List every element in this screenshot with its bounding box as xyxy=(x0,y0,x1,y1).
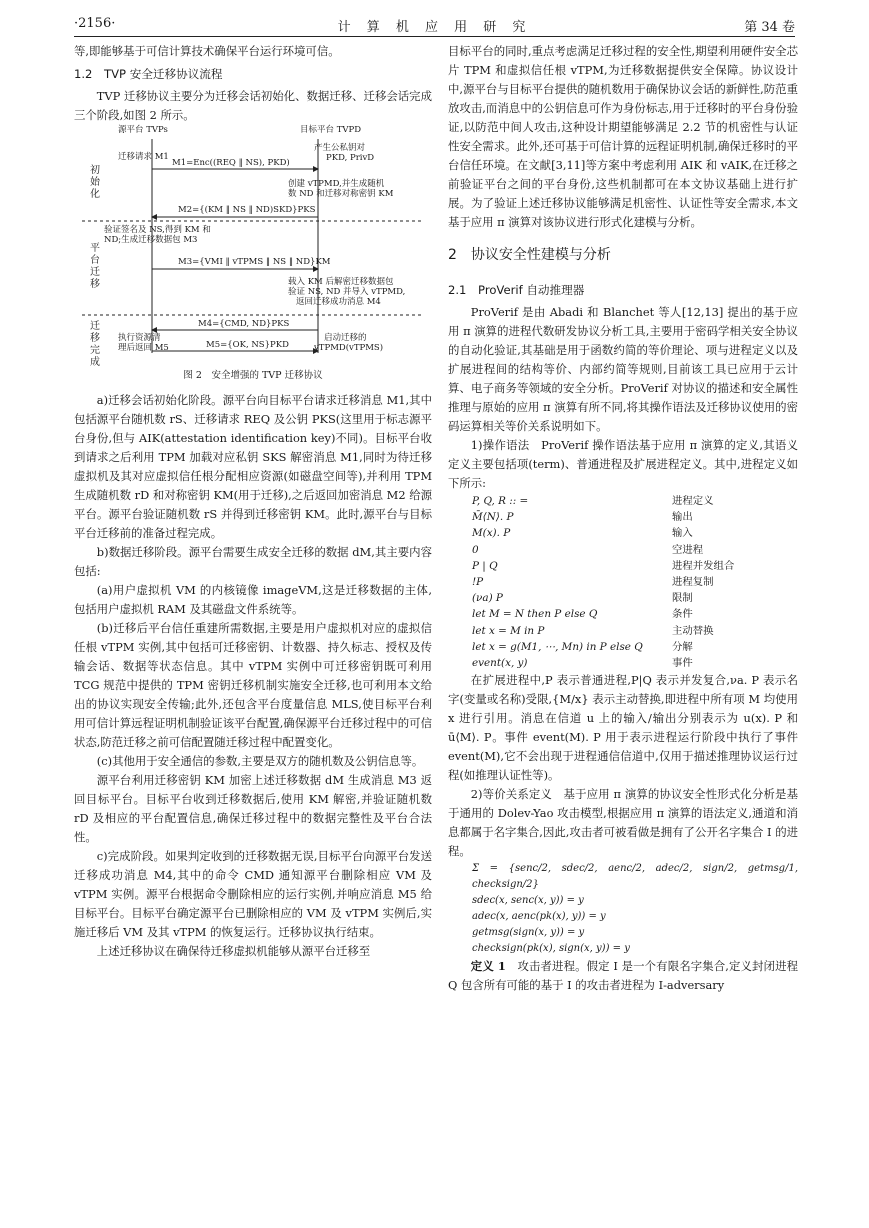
equation: checksign(pk(x), sign(x, y)) = y xyxy=(472,943,630,955)
note-load-key-c: 返回迁移成功消息 M4 xyxy=(296,297,381,307)
section-heading-2-1: 2.1 ProVerif 自动推理器 xyxy=(448,283,585,297)
note-load-key: 载入 KM 后解密迁移数据包 xyxy=(288,277,394,287)
paragraph: b)数据迁移阶段。源平台需要生成安全迁移的数据 dM,其主要内容包括: xyxy=(74,545,432,578)
process-meaning: 限制 xyxy=(672,592,693,605)
process-definition-list xyxy=(472,493,798,671)
process-meaning: 分解 xyxy=(672,640,693,653)
process-syntax: M̄⟨N⟩. P xyxy=(472,511,514,524)
phase-migrate-label: 平台迁移 xyxy=(90,243,100,290)
source-platform-label: 源平台 TVPs xyxy=(118,125,168,135)
equation: Σ = {senc/2, sdec/2, aenc/2, adec/2, sign/2, getmsg/1, checksign/2} xyxy=(472,863,798,891)
note-keygen-b: PKD, PrivD xyxy=(326,153,375,163)
note-verify-signature: 验证签名及 NS,得到 KM 和 xyxy=(104,225,211,235)
journal-title: 计 算 机 应 用 研 究 xyxy=(337,20,532,35)
paragraph: (a)用户虚拟机 VM 的内核镜像 imageVM,这是迁移数据的主体,包括用户虚拟机 RAM 及其磁盘文件系统等。 xyxy=(74,583,432,616)
process-syntax: let x = g(M1, ⋯, Mn) in P else Q xyxy=(472,640,643,653)
process-syntax: M(x). P xyxy=(472,527,511,540)
paragraph: TVP 迁移协议主要分为迁移会话初始化、数据迁移、迁移会话完成三个阶段,如图 2 所示。 xyxy=(74,89,432,122)
paragraph: ProVerif 是由 Abadi 和 Blanchet 等人[12,13] 提出的基于应用 π 演算的进程代数研发协议分析工具,主要用于密码学相关安全协议的自动化验证,其基础是用于函数约简的等价理论、项与进程定义以及扩展进程间的结构等价、内部约简等规则,目前该工具已应用于云计算、电子商务等领域的安全分析。ProVerif 对协议的描述和安全属性推理与原始的应用 π 演算有所不同,将其操作语法及迁移协议使用的密码运算相关等价关系说明如下。 xyxy=(448,305,798,433)
section-heading-2: 2 协议安全性建模与分析 xyxy=(448,247,611,263)
message-m5: M5={OK, NS}PKD xyxy=(206,340,289,350)
paragraph: c)完成阶段。如果判定收到的迁移数据无误,目标平台向源平台发送迁移成功消息 M4,其中的命令 CMD 通知源平台删除相应 VM 及 vTPM 实例。源平台根据命令删除相应的运行实例,并响应消息 M5 给目标平台。目标平台确定源平台已删除相应的 VM 及 vTPM 实例后,实施迁移后 VM 及其 vTPM 的恢复运行。迁移协议执行结束。 xyxy=(74,849,432,939)
note-cleanup: 执行资源清 xyxy=(118,333,161,343)
figure-2 xyxy=(74,125,432,391)
paragraph: 等,即能够基于可信计算技术确保平台运行环境可信。 xyxy=(74,44,340,58)
note-start-vtpm: 启动迁移的 xyxy=(324,333,367,343)
paragraph: (c)其他用于安全通信的参数,主要是双方的随机数及公钥信息等。 xyxy=(96,754,424,768)
right-column xyxy=(448,42,798,995)
process-syntax: event(x, y) xyxy=(472,657,528,670)
section-heading-1-2: 1.2 TVP 安全迁移协议流程 xyxy=(74,67,223,81)
process-meaning: 进程复制 xyxy=(672,576,714,589)
note-verify-signature-b: ND;生成迁移数据包 M3 xyxy=(104,235,198,245)
process-syntax: let M = N then P else Q xyxy=(472,608,598,621)
equation: sdec(x, senc(x, y)) = y xyxy=(472,895,584,907)
process-meaning: 输入 xyxy=(672,527,693,540)
process-meaning: 空进程 xyxy=(672,543,704,556)
volume-label: 第 34 卷 xyxy=(744,20,795,35)
note-start-vtpm-b: vTPMD(vTPMS) xyxy=(314,343,384,353)
process-syntax: P | Q xyxy=(472,559,498,572)
equation: adec(x, aenc(pk(x), y)) = y xyxy=(472,911,606,923)
note-keygen: 产生公私钥对 xyxy=(314,143,366,153)
process-syntax: (νa) P xyxy=(472,592,503,605)
figure-caption: 图 2 安全增强的 TVP 迁移协议 xyxy=(183,370,323,381)
definition-text: 攻击者进程。假定 I 是一个有限名字集合,定义封闭进程 Q 包含所有可能的基于 I 的攻击者进程为 I-adversary xyxy=(448,959,798,993)
message-m4: M4={CMD, ND}PKS xyxy=(198,319,290,329)
target-platform-label: 目标平台 TVPD xyxy=(300,125,362,135)
phase-complete-label: 迁移完成 xyxy=(90,321,100,368)
definition-1 xyxy=(448,957,798,995)
paragraph: 目标平台的同时,重点考虑满足迁移过程的安全性,期望利用硬件安全芯片 TPM 和虚拟信任根 vTPM,为迁移数据提供安全保障。协议设计中,源平台与目标平台提供的随机数用于确保协议会话的新鲜性,防范重放攻击,而消息中的公钥信息可作为身份标志,用于迁移时的平台身份验证,以防范中间人攻击,这种设计期望能够满足 2.2 节的机密性与认证性安全需求。此外,还可基于可信计算的远程证明机制,确保迁移时的平台信任环境。在文献[3,11]等方案中考虑利用 AIK 和 vAIK,在迁移之前验证平台之间的平台身份,这些机制都可在本文协议基础上进行扩展。为了验证上述迁移协议能够满足机密性、认证性等安全需求,本文基于应用 π 演算对该协议进行形式化建模与分析。 xyxy=(448,44,798,229)
page-header xyxy=(74,14,795,37)
process-meaning: 进程并发组合 xyxy=(672,559,735,572)
left-column xyxy=(74,42,432,961)
note-create-vtpm-b: 数 ND 和迁移对称密钥 KM xyxy=(288,189,394,199)
note-create-vtpm: 创建 vTPMD,并生成随机 xyxy=(288,179,385,189)
paragraph: a)迁移会话初始化阶段。源平台向目标平台请求迁移消息 M1,其中包括源平台随机数 rS、迁移请求 REQ 及公钥 PKS(这里用于标志源平台身份,但与 AIK(attestation identification key)不同)。目标平台收到请求之后利用 TPM 加载对应私钥 SKS 解密消息 M1,同时为待迁移虚拟机及其对应虚拟信任根分配相应资源(如磁盘空间等),并利用 TPM 生成随机数 rD 和对称密钥 KM(用于迁移),之后返回加密消息 M2 给源平台。源平台验证随机数 rS 并得到迁移密钥 KM。此时,源平台与目标平台迁移前的准备过程完成。 xyxy=(74,393,432,540)
paragraph: 上述迁移协议在确保待迁移虚拟机能够从源平台迁移至 xyxy=(96,944,371,958)
process-syntax: let x = M in P xyxy=(472,624,545,637)
message-m2: M2={(KM ‖ NS ‖ ND)SKD}PKS xyxy=(178,205,316,215)
note-migrate-request: 迁移请求 M1 xyxy=(118,152,169,162)
process-meaning: 进程定义 xyxy=(672,495,714,507)
process-syntax: P, Q, R :: = xyxy=(472,495,529,507)
definition-label: 定义 1 xyxy=(470,959,506,974)
equation-list xyxy=(472,861,798,957)
paragraph: 在扩展进程中,P 表示普通进程,P|Q 表示并发复合,νa. P 表示名字(变量或名称)受限,{M/x} 表示主动替换,即进程中所有项 M 均使用 x 进行引用。消息在信道 u 上的输入/输出分别表示为 u(x). P 和 ū⟨M⟩. P。事件 event(M). P 用于表示进程运行阶段中执行了事件 event(M),它不会出现于进程通信信道中,仅用于描述推理协议运行过程(如推理认证性等)。 xyxy=(448,673,798,783)
message-m1: M1=Enc((REQ ‖ NS), PKD) xyxy=(172,158,290,168)
process-meaning: 条件 xyxy=(672,608,693,621)
note-load-key-b: 验证 NS, ND 并导入 vTPMD, xyxy=(288,287,406,297)
page-number: ·2156· xyxy=(74,16,116,31)
equation: getmsg(sign(x, y)) = y xyxy=(472,927,585,939)
note-cleanup-b: 理后返回 M5 xyxy=(118,343,169,353)
process-syntax: 0 xyxy=(472,543,479,556)
process-syntax: !P xyxy=(472,576,484,589)
paragraph: 1)操作语法 ProVerif 操作语法基于应用 π 演算的定义,其语义定义主要包括项(term)、普通进程及扩展进程定义。其中,进程定义如下所示: xyxy=(448,438,798,490)
message-m3: M3={VMI ‖ vTPMS ‖ NS ‖ ND}KM xyxy=(178,257,331,267)
paragraph: 2)等价关系定义 基于应用 π 演算的协议安全性形式化分析是基于通用的 Dolev-Yao 攻击模型,根据应用 π 演算的语法定义,通道和消息都属于名字集合,因此,攻击者可被看做是拥有了公开名字集合 I 的进程。 xyxy=(448,787,798,859)
process-meaning: 事件 xyxy=(672,657,693,670)
process-meaning: 输出 xyxy=(672,511,693,524)
paragraph: 源平台利用迁移密钥 KM 加密上述迁移数据 dM 生成消息 M3 返回目标平台。目标平台收到迁移数据后,使用 KM 解密,并验证随机数 rD 及相应的平台配置信息,确保迁移过程中的数据完整性及平台合法性。 xyxy=(74,773,432,844)
process-meaning: 主动替换 xyxy=(672,624,714,637)
phase-init-label: 初始化 xyxy=(90,165,100,200)
paragraph: (b)迁移后平台信任重建所需数据,主要是用户虚拟机对应的虚拟信任根 vTPM 实例,其中包括可迁移密钥、计数器、持久标志、授权及传输会话、数据等状态信息。其中 vTPM 实例中可迁移密钥既可利用 TCG 规范中提供的 TPM 密钥迁移机制实施安全迁移,也可利用本文给出的协议实现安全传输;此外,还包含平台度量信息 MLS,使目标平台利用可信计算远程证明机制验证该平台配置,确保源平台迁移过程中的可信状态,防范迁移之前可信配置随迁移过程中配置变化。 xyxy=(74,621,432,749)
